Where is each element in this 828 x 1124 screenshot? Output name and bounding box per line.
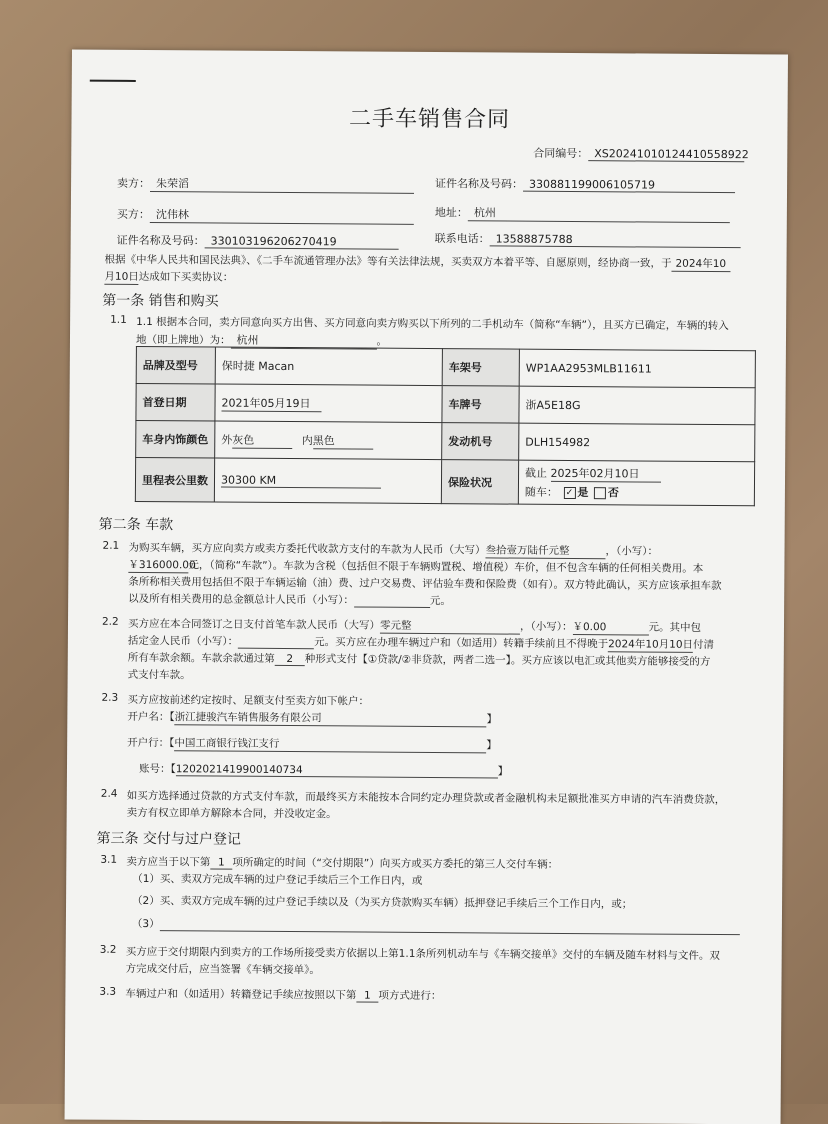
- clause-3-2-number: 3.2: [99, 943, 117, 956]
- clause-2-2-number: 2.2: [101, 615, 119, 628]
- clause-2-1-line-4: 以及所有相关费用的总金额总计人民币（小写）： 元。: [128, 592, 451, 608]
- table-cell-brand: 保时捷 Macan: [215, 347, 442, 386]
- table-cell-color: 外灰色 内黑色: [215, 421, 442, 460]
- clause-1-1-number: 1.1: [110, 313, 127, 326]
- address-row: 地址： 杭州: [435, 204, 730, 223]
- intro-line-2: 月10日达成如下买卖协议：: [104, 270, 234, 284]
- clause-2-2-line-1: 买方应在本合同签订之日支付首笔车款人民币（大写）零元整 ，（小写）：￥0.00 元。其中包: [127, 617, 702, 634]
- section-3-title: 第三条 交付与过户登记: [96, 830, 242, 848]
- table-cell-vin-label: 车架号: [442, 349, 519, 387]
- table-cell-mileage: 30300 KM: [214, 458, 441, 504]
- corner-mark: [90, 80, 136, 82]
- table-row: [136, 420, 755, 461]
- table-cell-insurance: 截止 2025年02月10日 随车： ✓ 是 否: [518, 460, 754, 506]
- contract-page: [65, 50, 788, 1124]
- table-row: [136, 346, 755, 387]
- account-number-row: 账号：【1202021419900140734 】: [138, 762, 509, 778]
- clause-3-1-option-2: （2）买、卖双方完成车辆的过户登记手续以及（为买方贷款购买车辆）抵押登记手续后三个工作日内，或；: [132, 894, 633, 911]
- table-cell-first-reg: 2021年05月19日: [215, 384, 442, 423]
- table-cell-vin: WP1AA2953MLB11611: [519, 349, 755, 388]
- clause-3-1-text: 卖方应当于以下第 1 项所确定的时间（“交付期限”）向买方或买方委托的第三人交付车辆：: [126, 855, 559, 871]
- clause-2-1-number: 2.1: [102, 539, 120, 552]
- account-bank-row: 开户行：【中国工商银行钱江支行 】: [127, 736, 497, 752]
- seller-row: 卖方： 朱荣滔: [117, 175, 414, 194]
- clause-3-3-number: 3.3: [99, 985, 117, 998]
- clause-3-2-line-2: 方完成交付后，应当签署《车辆交接单》。: [125, 962, 320, 977]
- section-2-title: 第二条 车款: [98, 516, 174, 534]
- clause-2-4-number: 2.4: [100, 787, 118, 800]
- clause-2-1-line-3: 条所称相关费用包括但不限于车辆运输（油）费、过户交易费、评估验车费和保险费（如有）。双方特此确认，买方应该承担车款: [128, 575, 722, 593]
- contract-number: 合同编号： XS20241010124410558922: [533, 146, 749, 162]
- buyer-row: 买方： 沈伟林: [117, 206, 414, 225]
- table-cell-mileage-label: 里程表公里数: [135, 457, 214, 502]
- table-row: [135, 457, 754, 505]
- clause-2-3-number: 2.3: [101, 691, 119, 704]
- table-cell-plate: 浙A5E18G: [519, 386, 755, 425]
- checkbox-no[interactable]: [594, 487, 606, 499]
- clause-3-1-number: 3.1: [100, 853, 118, 866]
- table-cell-insurance-label: 保险状况: [441, 460, 518, 505]
- vehicle-info-table: [135, 346, 756, 506]
- phone-row: 联系电话： 13588875788: [435, 230, 741, 248]
- buyer-id-row: 证件名称及号码： 330103196206270419: [117, 232, 399, 250]
- clause-1-1-text-2: 地（即上牌地）为： 杭州 。: [136, 331, 387, 350]
- clause-2-3-text: 买方应按前述约定按时、足额支付至卖方如下帐户：: [127, 693, 370, 708]
- table-cell-color-label: 车身内饰颜色: [136, 420, 215, 458]
- clause-3-2-line-1: 买方应于交付期限内到卖方的工作场所接受卖方依据以上第1.1条所列机动车与《车辆交接单》交付的车辆及随车材料与文件。双: [125, 945, 720, 963]
- clause-3-1-option-3: （3）: [132, 916, 740, 935]
- clause-1-1-text: 1.1 根据本合同，卖方同意向买方出售、买方同意向卖方购买以下所列的二手机动车（简称“车辆”），且买方已确定，车辆的转入: [136, 315, 729, 333]
- clause-2-2-line-3: 所有车款余额。车款余款通过第 2 种形式支付【①贷款/②非贷款，两者二选一】。买方应该以电汇或其他卖方能够接受的方: [127, 651, 711, 668]
- table-cell-plate-label: 车牌号: [442, 386, 519, 424]
- clause-2-4-line-2: 卖方有权立即单方解除本合同，并没收定金。: [126, 806, 337, 821]
- table-cell-first-reg-label: 首登日期: [136, 383, 215, 421]
- clause-3-1-option-1: （1）买、卖双方完成车辆的过户登记手续后三个工作日内，或: [132, 872, 423, 887]
- table-cell-engine: DLH154982: [519, 423, 755, 462]
- section-1-title: 第一条 销售和购买: [102, 292, 219, 310]
- clause-2-2-line-2: 括定金人民币（小写）： 元。买方应在办理车辆过户和（如适用）转籍手续前且不得晚于2024年10月10日付清: [127, 634, 715, 651]
- checkbox-yes[interactable]: ✓: [563, 487, 575, 499]
- clause-3-3-text: 车辆过户和（如适用）转籍登记手续应按照以下第 1 项方式进行：: [125, 987, 442, 1003]
- table-cell-brand-label: 品牌及型号: [136, 346, 215, 384]
- page-title: 二手车销售合同: [348, 106, 511, 133]
- intro-line-1: 根据《中华人民共和国民法典》、《二手车流通管理办法》等有关法律法规，买卖双方本着平等、自愿原则，经协商一致，于 2024年10: [104, 252, 730, 272]
- clause-2-2-line-4: 式支付车款。: [127, 668, 191, 682]
- table-row: [136, 383, 755, 424]
- clause-2-1-line-2: ￥316000.00元，（简称“车款”）。车款为含税（包括但不限于车辆购置税、增值税）车价，但不包含车辆的任何相关费用。本: [128, 558, 704, 575]
- clause-2-1-line-1: 为购买车辆，买方应向卖方或卖方委托代收款方支付的车款为人民币（大写）叁拾壹万陆仟元整 ，（小写）：: [128, 541, 659, 558]
- table-cell-engine-label: 发动机号: [442, 423, 519, 461]
- clause-2-4-line-1: 如买方选择通过贷款的方式支付车款，而最终买方未能按本合同约定办理贷款或者金融机构未足额批准买方申请的汽车消费贷款，: [126, 789, 726, 807]
- seller-id-row: 证件名称及号码： 330881199006105719: [435, 175, 735, 193]
- account-name-row: 开户名：【浙江捷骏汽车销售服务有限公司 】: [127, 710, 498, 726]
